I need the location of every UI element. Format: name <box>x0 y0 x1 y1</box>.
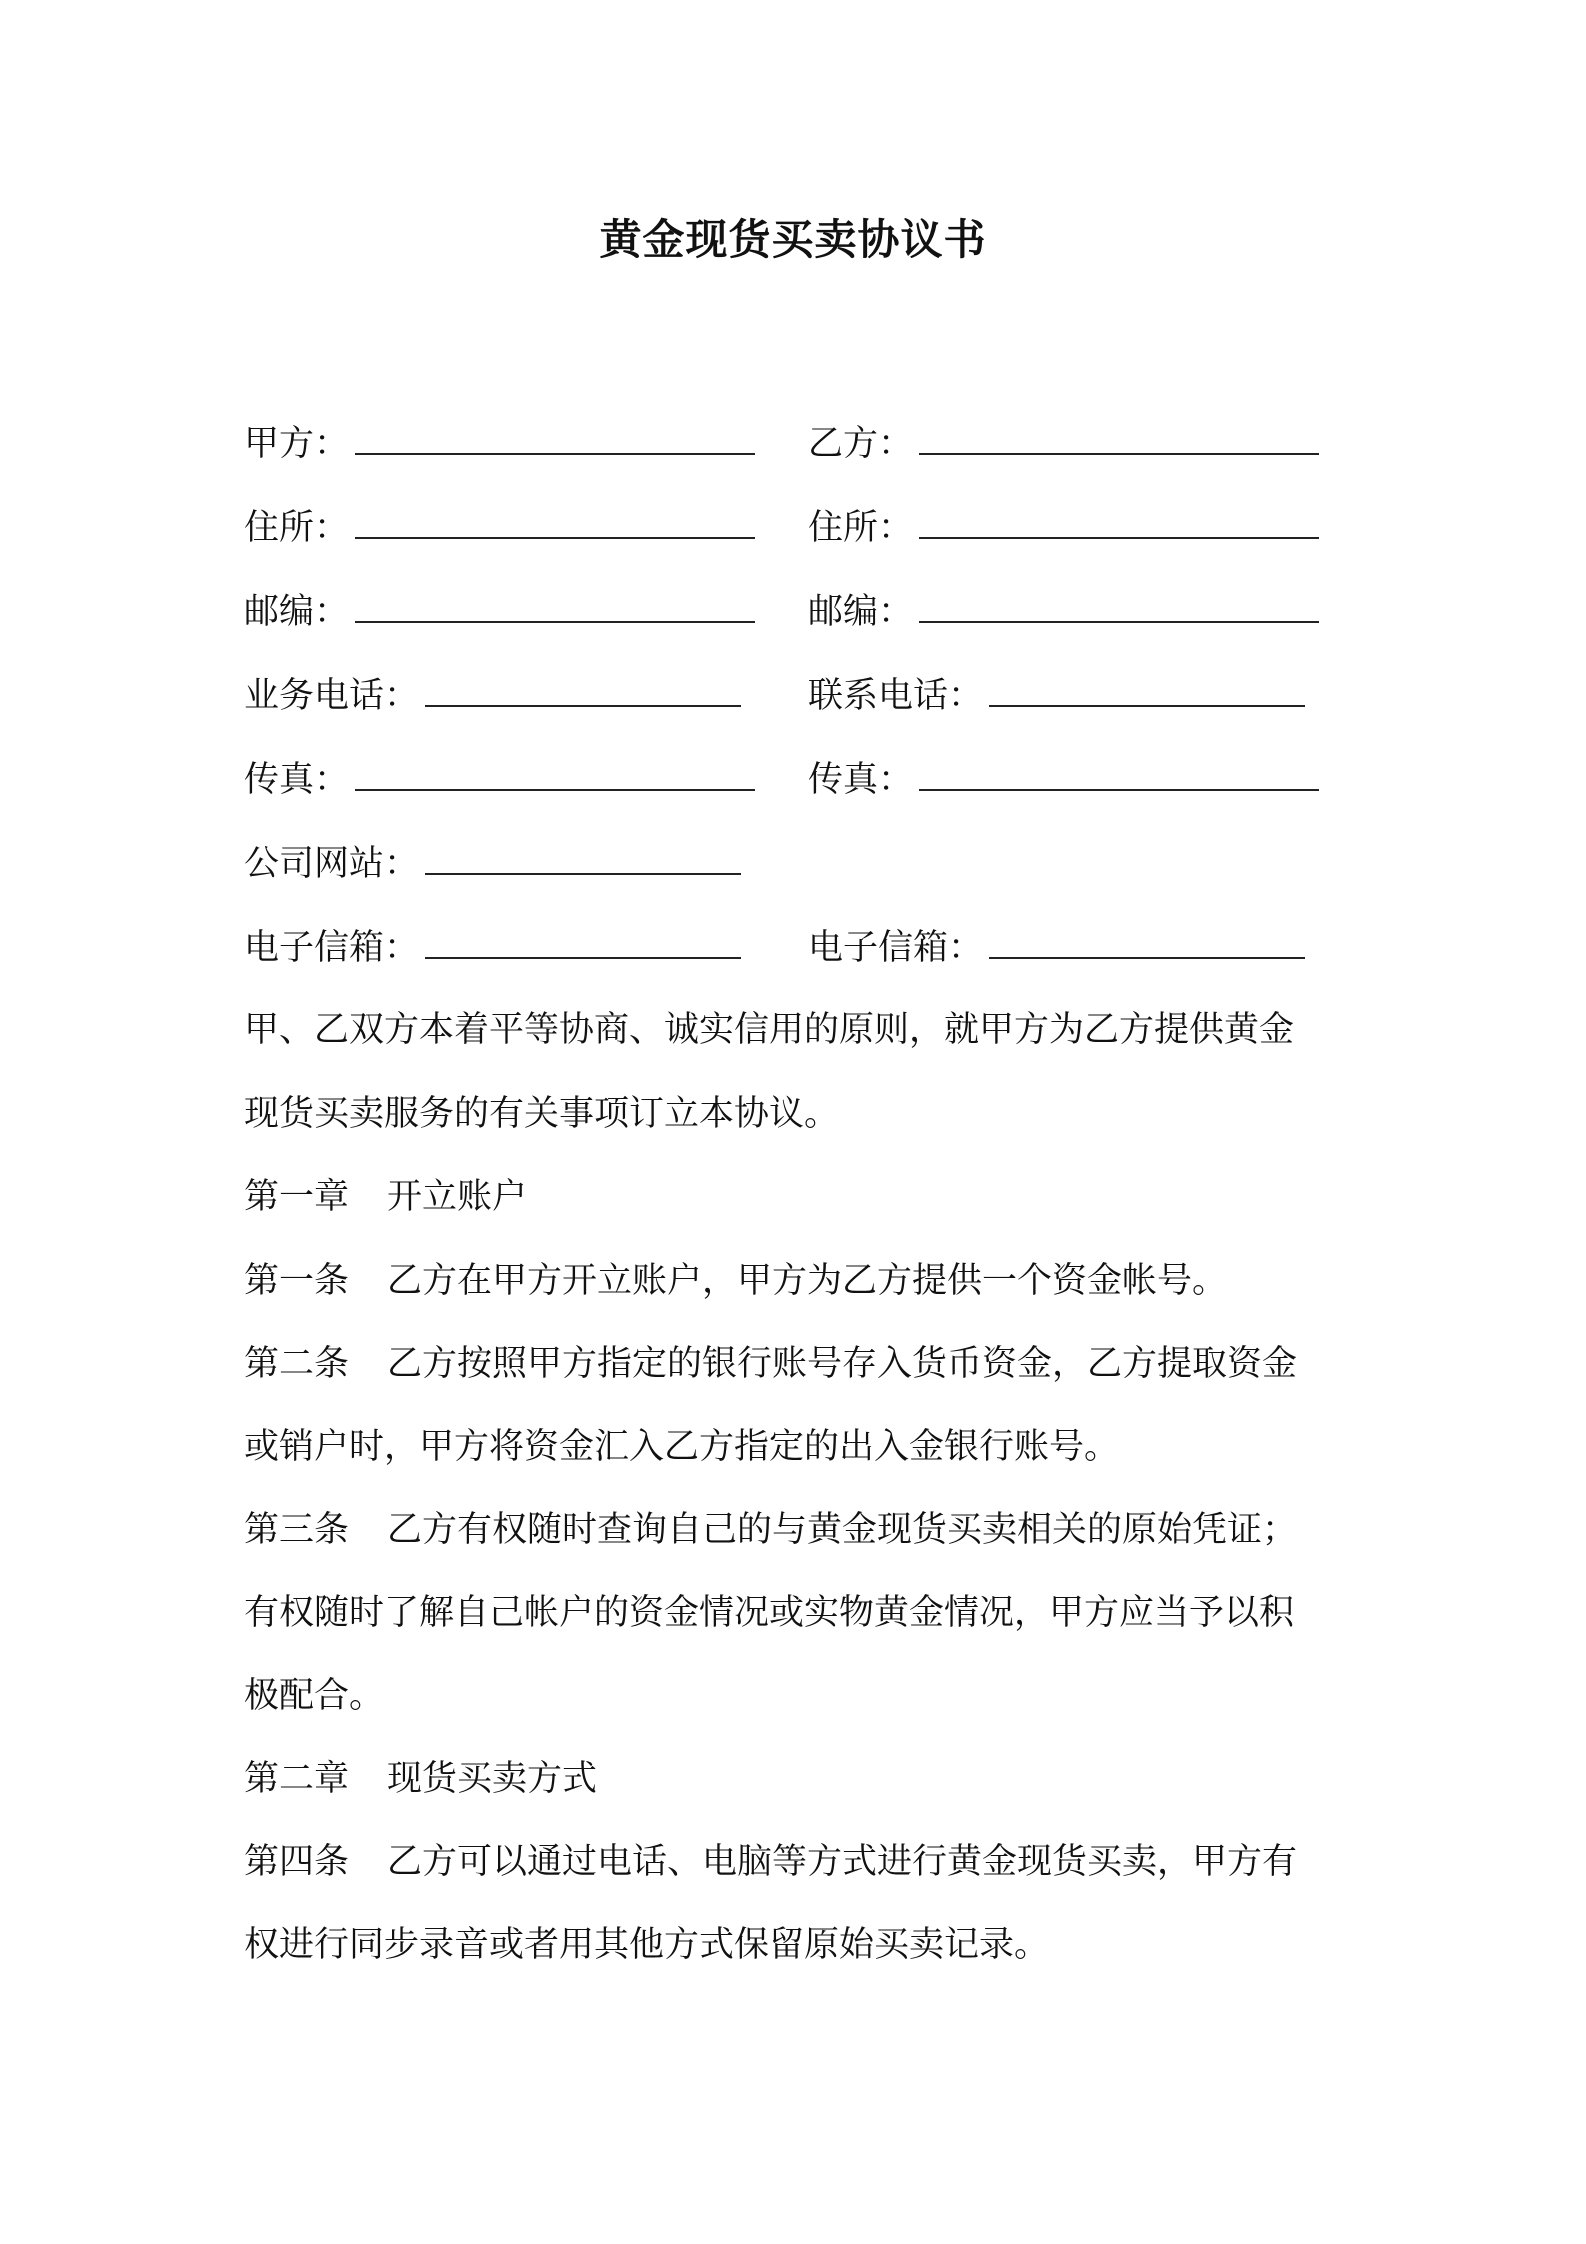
contact-phone-label: 联系电话： <box>808 676 984 716</box>
article-2-line-1: 乙方按照甲方指定的银行账号存入货币资金，乙方提取资金 <box>387 1344 1298 1384</box>
address-a-blank <box>355 507 755 539</box>
email-b-blank <box>989 927 1305 959</box>
party-a-label: 甲方： <box>244 424 350 464</box>
postcode-b-label: 邮编： <box>808 592 914 632</box>
address-b-label: 住所： <box>808 508 914 548</box>
address-a-field <box>244 502 755 554</box>
postcode-a-blank <box>355 591 755 623</box>
article-4-heading: 第四条 <box>244 1842 350 1882</box>
address-b-field <box>808 502 1319 554</box>
address-b-blank <box>919 507 1319 539</box>
article-2 <box>244 1338 1364 1390</box>
postcode-a-field <box>244 586 755 638</box>
chapter-2-title: 现货买卖方式 <box>387 1759 598 1799</box>
email-a-field <box>244 922 741 974</box>
business-phone-field <box>244 670 741 722</box>
fax-b-field <box>808 754 1319 806</box>
chapter-1-heading <box>244 1171 1364 1223</box>
company-website-blank <box>425 843 741 875</box>
fax-a-blank <box>355 759 755 791</box>
postcode-b-field <box>808 586 1319 638</box>
article-3-heading: 第三条 <box>244 1510 350 1550</box>
party-a-field <box>244 418 755 470</box>
article-4-line-2: 权进行同步录音或者用其他方式保留原始买卖记录。 <box>244 1925 1050 1965</box>
chapter-2-number: 第二章 <box>244 1759 350 1799</box>
preamble-line-2: 现货买卖服务的有关事项订立本协议。 <box>244 1094 840 1134</box>
chapter-1-title: 开立账户 <box>387 1177 528 1217</box>
address-a-label: 住所： <box>244 508 350 548</box>
article-1-heading: 第一条 <box>244 1261 350 1301</box>
fax-a-label: 传真： <box>244 760 350 800</box>
party-b-label: 乙方： <box>808 424 914 464</box>
article-3-line-3: 极配合。 <box>244 1676 385 1716</box>
party-b-blank <box>919 423 1319 455</box>
chapter-2-heading <box>244 1753 1364 1805</box>
postcode-a-label: 邮编： <box>244 592 350 632</box>
email-a-label: 电子信箱： <box>244 928 420 968</box>
email-b-label: 电子信箱： <box>808 928 984 968</box>
contact-phone-field <box>808 670 1305 722</box>
article-3-line-1: 乙方有权随时查询自己的与黄金现货买卖相关的原始凭证； <box>387 1510 1298 1550</box>
fax-b-blank <box>919 759 1319 791</box>
article-4 <box>244 1836 1364 1888</box>
email-a-blank <box>425 927 741 959</box>
article-3 <box>244 1504 1364 1556</box>
article-1-line-1: 乙方在甲方开立账户，甲方为乙方提供一个资金帐号。 <box>387 1261 1228 1301</box>
company-website-field <box>244 838 741 890</box>
preamble-line-1: 甲、乙双方本着平等协商、诚实信用的原则，就甲方为乙方提供黄金 <box>244 1010 1295 1050</box>
company-website-label: 公司网站： <box>244 844 420 884</box>
article-2-heading: 第二条 <box>244 1344 350 1384</box>
article-2-line-2: 或销户时，甲方将资金汇入乙方指定的出入金银行账号。 <box>244 1427 1120 1467</box>
article-4-line-1: 乙方可以通过电话、电脑等方式进行黄金现货买卖，甲方有 <box>387 1842 1298 1882</box>
document-title: 黄金现货买卖协议书 <box>599 215 987 264</box>
chapter-1-number: 第一章 <box>244 1177 350 1217</box>
contact-phone-blank <box>989 675 1305 707</box>
business-phone-blank <box>425 675 741 707</box>
article-1 <box>244 1255 1364 1307</box>
business-phone-label: 业务电话： <box>244 676 420 716</box>
postcode-b-blank <box>919 591 1319 623</box>
email-b-field <box>808 922 1305 974</box>
party-b-field <box>808 418 1319 470</box>
article-3-line-2: 有权随时了解自己帐户的资金情况或实物黄金情况，甲方应当予以积 <box>244 1593 1295 1633</box>
fax-b-label: 传真： <box>808 760 914 800</box>
party-a-blank <box>355 423 755 455</box>
fax-a-field <box>244 754 755 806</box>
